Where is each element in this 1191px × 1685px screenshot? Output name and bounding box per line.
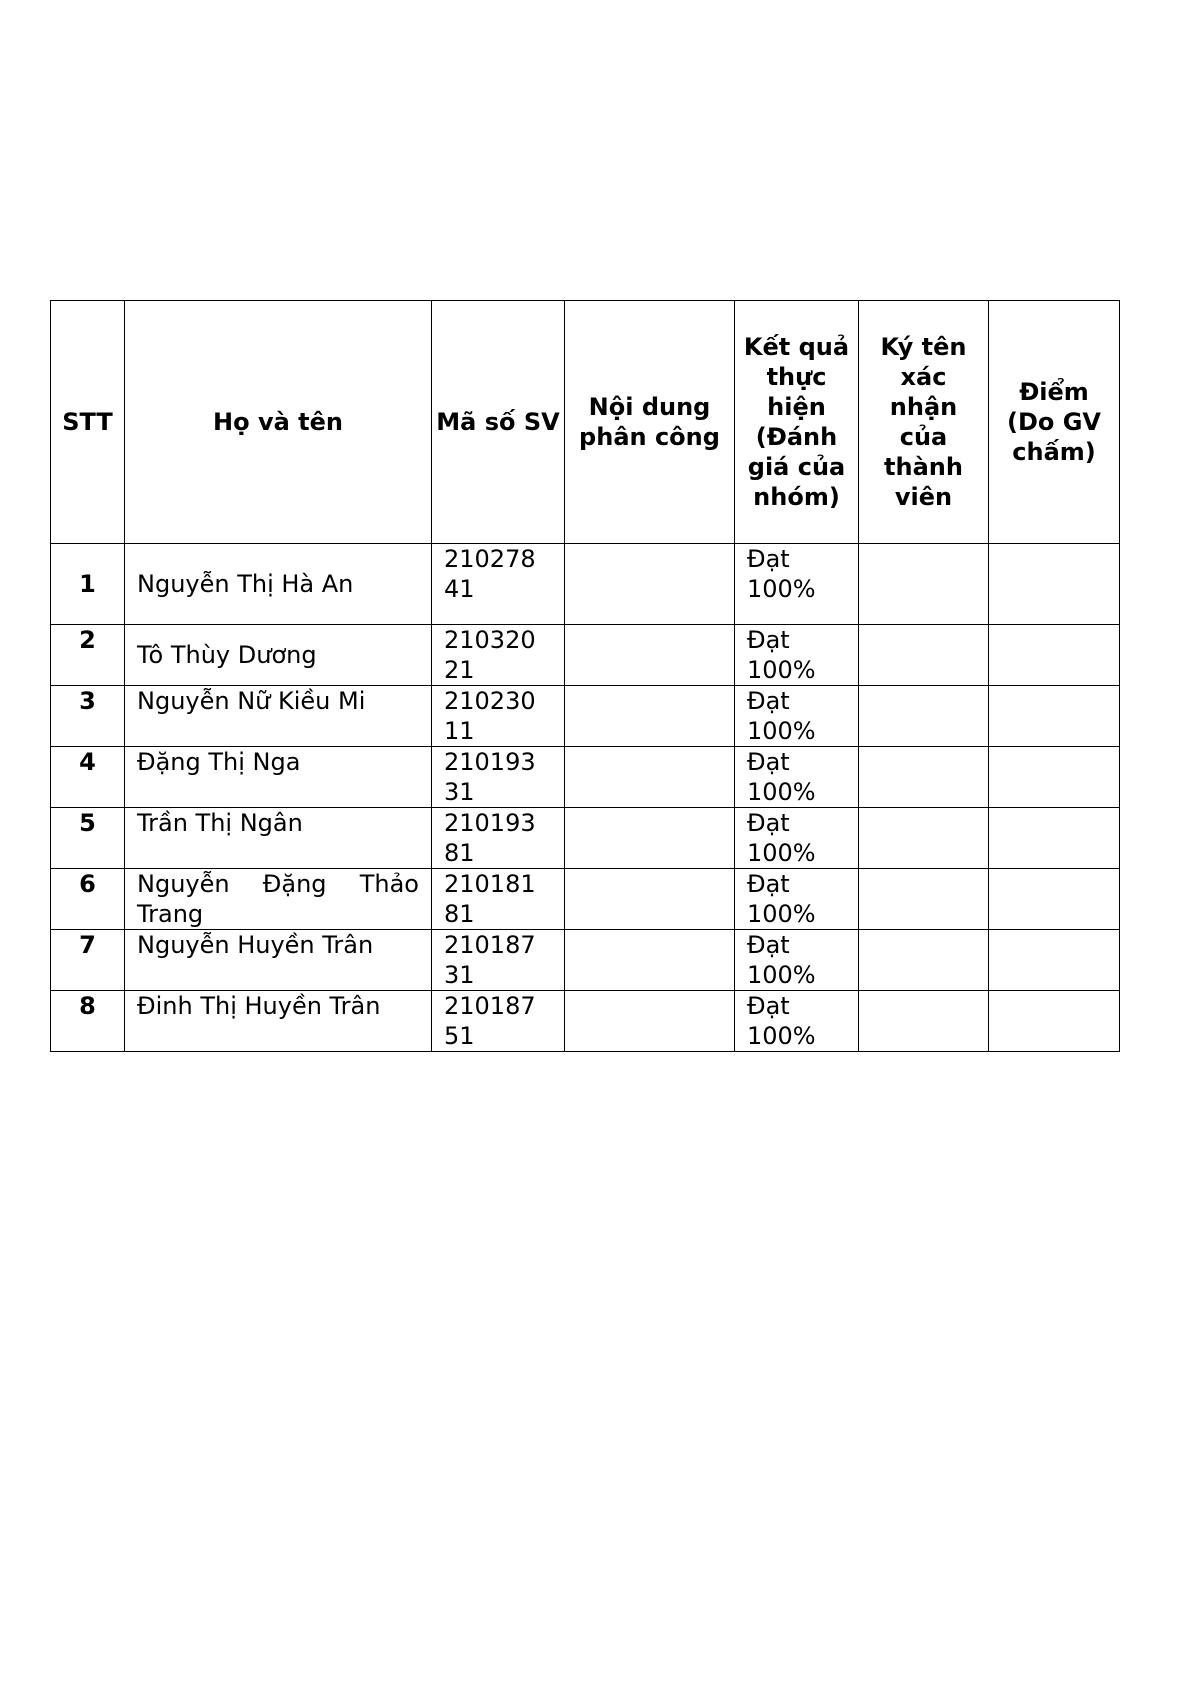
member-name-cell	[125, 869, 432, 930]
signature-cell	[859, 808, 989, 869]
row-index: 5	[51, 808, 125, 869]
signature-cell	[859, 991, 989, 1052]
result-status: Đạt	[747, 870, 790, 898]
score-cell	[989, 747, 1120, 808]
table-row	[51, 686, 1120, 747]
table-row	[51, 991, 1120, 1052]
table-header-row	[51, 301, 1120, 544]
result-percent: 100%	[747, 656, 816, 684]
student-id-cell	[432, 991, 565, 1052]
signature-cell	[859, 686, 989, 747]
header-name	[125, 301, 432, 544]
row-index: 7	[51, 930, 125, 991]
table-row	[51, 808, 1120, 869]
member-name-cell	[125, 625, 432, 686]
signature-cell	[859, 930, 989, 991]
student-id-line-1: 210278	[444, 545, 536, 573]
score-cell	[989, 930, 1120, 991]
header-signature-label: Ký tên xác nhận của thành viên	[880, 333, 967, 511]
result-percent: 100%	[747, 1022, 816, 1050]
header-task	[565, 301, 735, 544]
task-cell	[565, 686, 735, 747]
student-id-cell	[432, 869, 565, 930]
header-student-id-label: Mã số SV	[436, 408, 560, 436]
header-result	[735, 301, 859, 544]
row-index: 1	[51, 544, 125, 625]
header-score-label: Điểm (Do GV chấm)	[1006, 378, 1101, 466]
member-name: Nguyễn Đặng Thảo Trang	[137, 870, 419, 928]
student-id-line-1: 210193	[444, 748, 536, 776]
student-id-cell	[432, 625, 565, 686]
score-cell	[989, 544, 1120, 625]
student-id-line-1: 210320	[444, 626, 536, 654]
task-cell	[565, 808, 735, 869]
result-percent: 100%	[747, 778, 816, 806]
result-status: Đạt	[747, 931, 790, 959]
header-task-label: Nội dung phân công	[579, 393, 720, 451]
task-cell	[565, 544, 735, 625]
result-cell	[735, 808, 859, 869]
student-id-cell	[432, 930, 565, 991]
result-cell	[735, 869, 859, 930]
row-index: 4	[51, 747, 125, 808]
row-index: 8	[51, 991, 125, 1052]
table-row	[51, 869, 1120, 930]
student-id-cell	[432, 808, 565, 869]
table-row	[51, 747, 1120, 808]
member-name: Tô Thùy Dương	[137, 641, 317, 669]
student-id-line-2: 31	[444, 961, 475, 989]
student-id-cell	[432, 544, 565, 625]
header-result-label: Kết quả thực hiện (Đánh giá của nhóm)	[743, 333, 850, 511]
result-cell	[735, 747, 859, 808]
student-id-line-2: 81	[444, 900, 475, 928]
member-name-cell	[125, 930, 432, 991]
result-percent: 100%	[747, 900, 816, 928]
signature-cell	[859, 747, 989, 808]
student-id-line-2: 31	[444, 778, 475, 806]
task-cell	[565, 625, 735, 686]
result-cell	[735, 991, 859, 1052]
header-name-label: Họ và tên	[213, 408, 343, 436]
student-id-line-2: 21	[444, 656, 475, 684]
result-cell	[735, 686, 859, 747]
result-status: Đạt	[747, 748, 790, 776]
member-name: Đinh Thị Huyền Trân	[137, 992, 381, 1020]
student-id-line-1: 210193	[444, 809, 536, 837]
student-id-line-2: 11	[444, 717, 475, 745]
student-id-line-2: 41	[444, 575, 475, 603]
member-name-cell	[125, 686, 432, 747]
table-row	[51, 625, 1120, 686]
member-name-cell	[125, 747, 432, 808]
score-cell	[989, 625, 1120, 686]
signature-cell	[859, 625, 989, 686]
student-id-line-1: 210187	[444, 931, 536, 959]
task-cell	[565, 747, 735, 808]
member-evaluation-table	[50, 300, 1120, 1052]
result-status: Đạt	[747, 992, 790, 1020]
score-cell	[989, 991, 1120, 1052]
score-cell	[989, 808, 1120, 869]
member-name: Đặng Thị Nga	[137, 748, 301, 776]
table-row	[51, 930, 1120, 991]
member-name-cell	[125, 544, 432, 625]
header-student-id	[432, 301, 565, 544]
result-status: Đạt	[747, 687, 790, 715]
student-id-cell	[432, 686, 565, 747]
signature-cell	[859, 869, 989, 930]
student-id-line-1: 210187	[444, 992, 536, 1020]
row-index: 2	[51, 625, 125, 686]
signature-cell	[859, 544, 989, 625]
result-cell	[735, 544, 859, 625]
row-index: 3	[51, 686, 125, 747]
member-name: Nguyễn Nữ Kiều Mi	[137, 687, 366, 715]
task-cell	[565, 991, 735, 1052]
student-id-line-1: 210181	[444, 870, 536, 898]
score-cell	[989, 686, 1120, 747]
student-id-cell	[432, 747, 565, 808]
header-stt	[51, 301, 125, 544]
header-signature	[859, 301, 989, 544]
result-cell	[735, 625, 859, 686]
student-id-line-1: 210230	[444, 687, 536, 715]
task-cell	[565, 869, 735, 930]
result-cell	[735, 930, 859, 991]
task-cell	[565, 930, 735, 991]
result-percent: 100%	[747, 839, 816, 867]
header-score	[989, 301, 1120, 544]
result-percent: 100%	[747, 717, 816, 745]
student-id-line-2: 51	[444, 1022, 475, 1050]
member-name: Nguyễn Thị Hà An	[137, 570, 354, 598]
header-stt-label: STT	[62, 408, 113, 436]
member-name-cell	[125, 991, 432, 1052]
result-status: Đạt	[747, 809, 790, 837]
result-percent: 100%	[747, 575, 816, 603]
result-percent: 100%	[747, 961, 816, 989]
score-cell	[989, 869, 1120, 930]
table-row	[51, 544, 1120, 625]
result-status: Đạt	[747, 626, 790, 654]
result-status: Đạt	[747, 545, 790, 573]
member-name-cell	[125, 808, 432, 869]
row-index: 6	[51, 869, 125, 930]
student-id-line-2: 81	[444, 839, 475, 867]
member-name: Nguyễn Huyền Trân	[137, 931, 374, 959]
member-name: Trần Thị Ngân	[137, 809, 303, 837]
